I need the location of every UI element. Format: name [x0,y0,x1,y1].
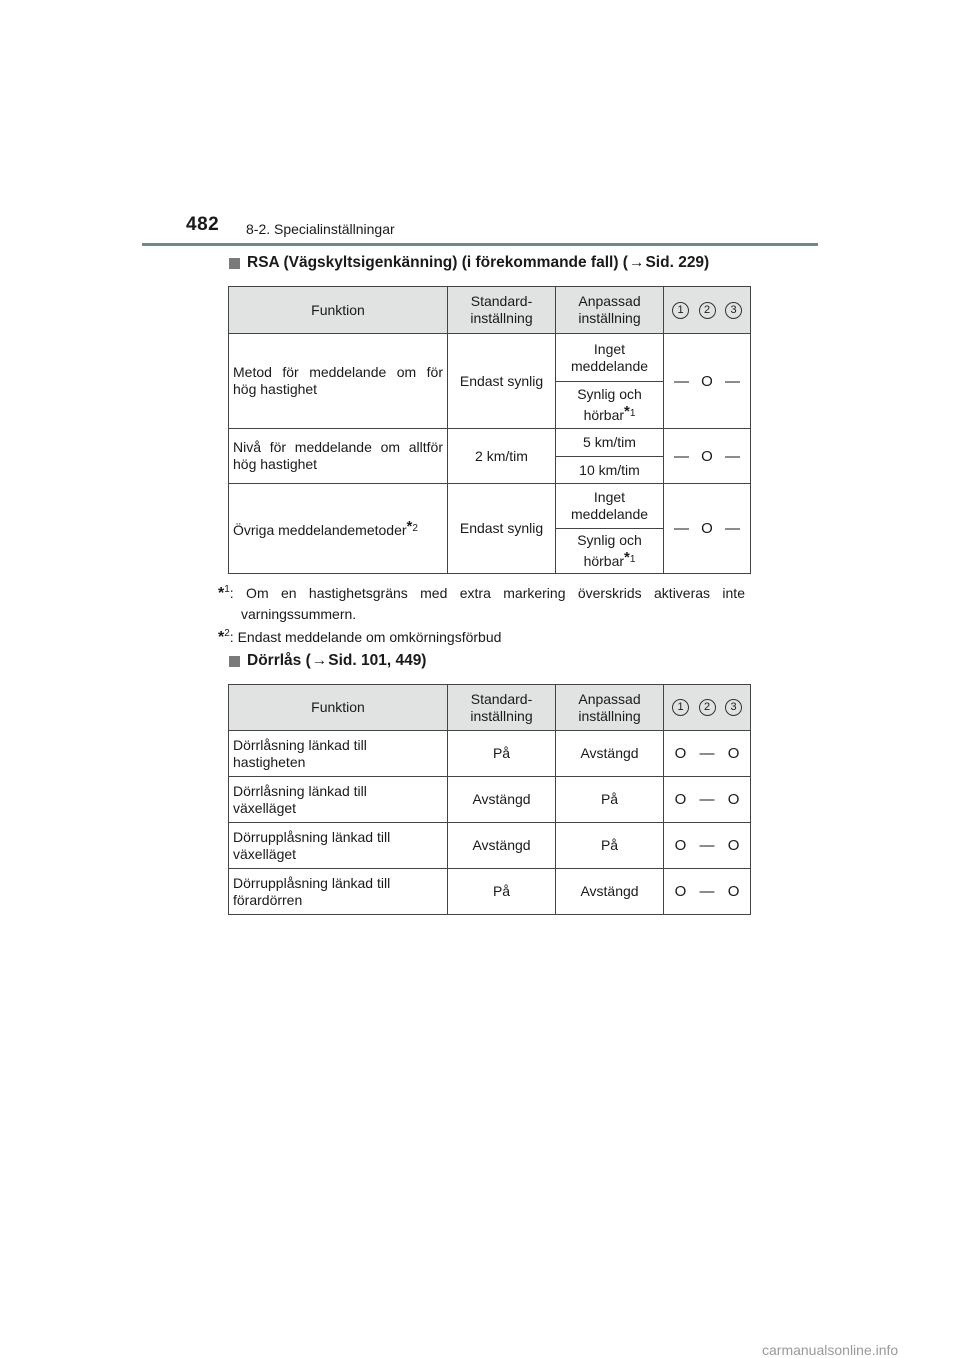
mark-2: — [699,791,715,808]
row-option: 5 km/tim [556,429,664,457]
table-header-row [229,287,751,334]
col-header-default: Standard- inställning [448,287,556,334]
row-marks [664,777,751,823]
col-header-custom: Anpassad inställning [556,685,664,731]
rsa-heading-page-ref: Sid. 229) [645,254,710,271]
circled-1-icon: 1 [672,302,689,319]
mark-3: — [724,372,740,390]
row-option: Inget meddelande [556,484,664,529]
table-header-row [229,685,751,731]
table-row [229,869,751,915]
square-bullet-icon [229,258,240,269]
rsa-settings-table [228,286,751,574]
mark-3: O [727,837,740,854]
row-function: Nivå för meddelande om alltför hög hastighet [229,429,448,484]
footnote-text-continued: varningssummern. [241,606,357,622]
row-option: Inget meddelande [556,334,664,382]
mark-1: O [674,745,687,762]
row-default: Endast synlig [448,484,556,574]
table-row [229,731,751,777]
arrow-right-icon: → [628,254,645,271]
rsa-heading-text: RSA (Vägskyltsigenkänning) (i förekommande fall) ( [247,254,628,271]
table-row [229,777,751,823]
mark-2: — [699,745,715,762]
row-function: Metod för meddelande om för hög hastighet [229,334,448,429]
footnote-ref: *1 [624,403,636,420]
table-row [229,334,751,382]
circled-1-icon: 1 [672,699,689,716]
circled-3-icon: 3 [725,699,742,716]
row-custom: Avstängd [556,869,664,915]
door-heading-text: Dörrlås ( [247,652,311,669]
function-text: Övriga meddelandemetoder [233,522,407,538]
arrow-right-icon: → [311,652,328,669]
option-text: Synlig och hörbar [577,386,642,423]
mark-3: O [727,883,740,900]
row-marks [664,869,751,915]
row-option [556,382,664,429]
mark-2: O [701,447,713,465]
circled-2-icon: 2 [699,699,716,716]
mark-3: — [724,520,740,537]
mark-2: — [699,883,715,900]
mark-1: — [674,447,690,465]
door-heading-page-ref: Sid. 101, 449) [328,652,427,669]
mark-3: O [727,791,740,808]
row-option [556,529,664,574]
row-custom: På [556,823,664,869]
mark-1: — [674,520,690,537]
row-custom: På [556,777,664,823]
col-header-default: Standard- inställning [448,685,556,731]
mark-1: O [674,837,687,854]
mark-2: O [701,372,713,390]
col-header-function: Funktion [229,287,448,334]
row-function: Dörrlåsning länkad till växelläget [229,777,448,823]
footnote-mark: *$^2$ [218,628,230,646]
row-marks [664,823,751,869]
row-custom: Avstängd [556,731,664,777]
row-option: 10 km/tim [556,457,664,484]
row-default: På [448,869,556,915]
row-marks [664,484,751,574]
table-row [229,823,751,869]
footnote-1 [218,580,745,624]
section-title: 8-2. Specialinställningar [246,221,395,237]
circled-3-icon: 3 [725,302,742,319]
footnote-text: : Om en hastighetsgräns med extra markering överskrids aktiveras inte [229,585,745,601]
door-lock-settings-table [228,684,751,915]
col-header-modes [664,287,751,334]
table-row [229,429,751,457]
footnote-2 [218,624,745,648]
page-number: 482 [186,214,220,235]
row-function: Dörrlåsning länkad till hastigheten [229,731,448,777]
row-function: Dörrupplåsning länkad till växelläget [229,823,448,869]
circled-2-icon: 2 [699,302,716,319]
row-function [229,484,448,574]
door-lock-heading [229,652,426,670]
mark-2: O [701,520,713,537]
watermark[interactable]: carmanualsonline.info [762,1342,899,1358]
col-header-function: Funktion [229,685,448,731]
mark-3: O [727,745,740,762]
row-default: 2 km/tim [448,429,556,484]
row-default: På [448,731,556,777]
mark-1: O [674,883,687,900]
square-bullet-icon [229,656,240,667]
col-header-custom: Anpassad inställning [556,287,664,334]
col-header-modes [664,685,751,731]
row-marks [664,334,751,429]
footnote-mark: *$^1$ [218,584,230,602]
row-default: Avstängd [448,823,556,869]
footnote-ref: *1 [624,549,636,566]
mark-3: — [724,447,740,465]
mark-1: O [674,791,687,808]
row-default: Avstängd [448,777,556,823]
mark-1: — [674,372,690,390]
header-divider [142,243,818,246]
footnote-text: : Endast meddelande om omkörningsförbud [229,629,502,645]
row-default: Endast synlig [448,334,556,429]
mark-2: — [699,837,715,854]
footnote-ref: *2 [406,518,418,535]
table-row [229,484,751,529]
row-function: Dörrupplåsning länkad till förardörren [229,869,448,915]
rsa-heading [229,254,709,272]
row-marks [664,429,751,484]
option-text: Synlig och hörbar [577,532,642,569]
row-marks [664,731,751,777]
